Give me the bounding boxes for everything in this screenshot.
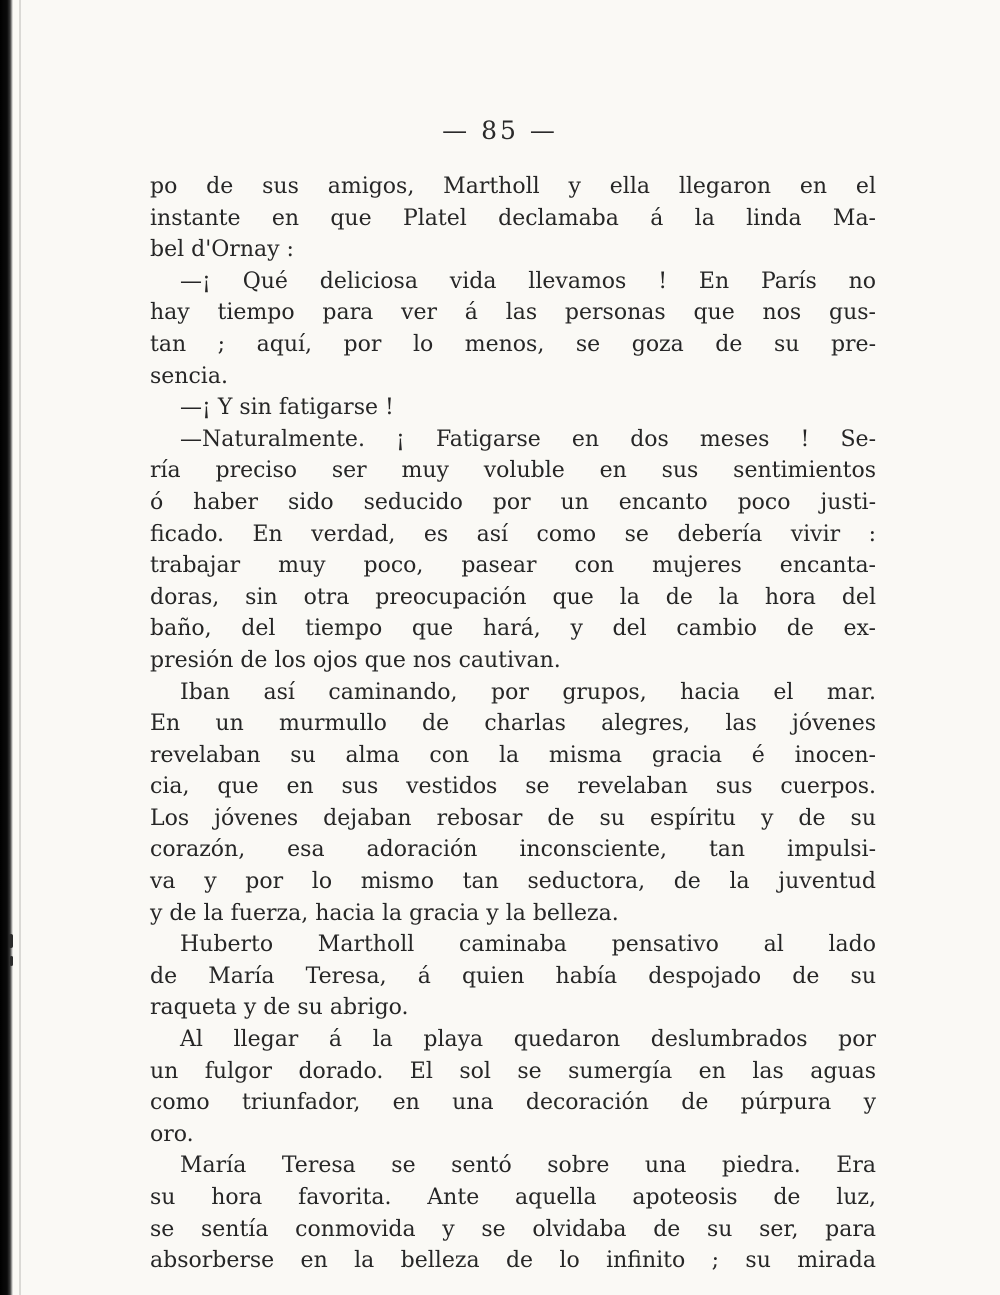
text-line: y de la fuerza, hacia la gracia y la belleza.	[150, 900, 619, 926]
text-line: trabajar muy poco, pasear con mujeres encanta-	[150, 553, 876, 579]
text-line: su hora favorita. Ante aquella apoteosis de luz,	[150, 1185, 876, 1210]
text-line: revelaban su alma con la misma gracia é inocen-	[150, 742, 876, 768]
text-line: En un murmullo de charlas alegres, las jóvenes	[150, 711, 876, 737]
text-line: absorberse en la belleza de lo infinito ; su mirada	[150, 1248, 876, 1274]
page-number: — 85 —	[442, 116, 558, 145]
text-line: se sentía conmovida y se olvidaba de su ser, para	[150, 1216, 876, 1242]
text-line: po de sus amigos, Martholl y ella llegaron en el	[150, 174, 876, 199]
paragraph	[150, 677, 876, 930]
paragraph	[150, 392, 876, 424]
text-line: ficado. En verdad, es así como se debería vivir :	[150, 521, 876, 547]
scan-artifact	[9, 934, 13, 948]
text-line: tan ; aquí, por lo menos, se goza de su pre-	[150, 331, 876, 357]
text-line: —Naturalmente. ¡ Fatigarse en dos meses ! Se-	[180, 426, 876, 452]
text-line: presión de los ojos que nos cautivan.	[150, 647, 561, 673]
text-line: Huberto Martholl caminaba pensativo al lado	[180, 932, 876, 958]
text-line: corazón, esa adoración inconsciente, tan impulsi-	[150, 837, 876, 863]
paragraph	[150, 171, 876, 266]
text-line: de María Teresa, á quien había despojado de su	[150, 963, 876, 989]
text-line: baño, del tiempo que hará, y del cambio de ex-	[150, 616, 876, 642]
paragraph	[150, 1024, 876, 1150]
text-line: María Teresa se sentó sobre una piedra. Era	[180, 1153, 876, 1179]
text-line: ó haber sido seducido por un encanto poco justi-	[150, 489, 876, 515]
page-text	[150, 171, 876, 1277]
text-line: doras, sin otra preocupación que la de la hora del	[150, 584, 876, 610]
paragraph	[150, 424, 876, 677]
text-line: raqueta y de su abrigo.	[150, 995, 409, 1021]
binding-crease	[19, 0, 21, 1295]
text-line: un fulgor dorado. El sol se sumergía en las aguas	[150, 1058, 876, 1084]
text-line: hay tiempo para ver á las personas que nos gus-	[150, 300, 876, 326]
text-line: va y por lo mismo tan seductora, de la juventud	[150, 869, 876, 895]
text-line: bel d'Ornay :	[150, 237, 294, 263]
text-line: ría preciso ser muy voluble en sus sentimientos	[150, 458, 876, 484]
text-line: —¡ Qué deliciosa vida llevamos ! En París no	[180, 268, 876, 294]
text-line: —¡ Y sin fatigarse !	[180, 395, 394, 421]
text-line: instante en que Platel declamaba á la linda Ma-	[150, 205, 876, 231]
text-line: sencia.	[150, 363, 228, 389]
paragraph	[150, 929, 876, 1024]
text-line: Los jóvenes dejaban rebosar de su espíritu y de su	[150, 805, 876, 831]
text-line: cia, que en sus vestidos se revelaban sus cuerpos.	[150, 774, 876, 800]
scan-artifact	[10, 956, 13, 966]
paragraph	[150, 1150, 876, 1276]
binding-shadow	[0, 0, 13, 1295]
paragraph	[150, 266, 876, 392]
text-line: como triunfador, en una decoración de púrpura y	[150, 1090, 876, 1116]
text-line: oro.	[150, 1121, 194, 1147]
text-line: Al llegar á la playa quedaron deslumbrados por	[180, 1027, 876, 1053]
text-line: Iban así caminando, por grupos, hacia el mar.	[180, 679, 876, 705]
